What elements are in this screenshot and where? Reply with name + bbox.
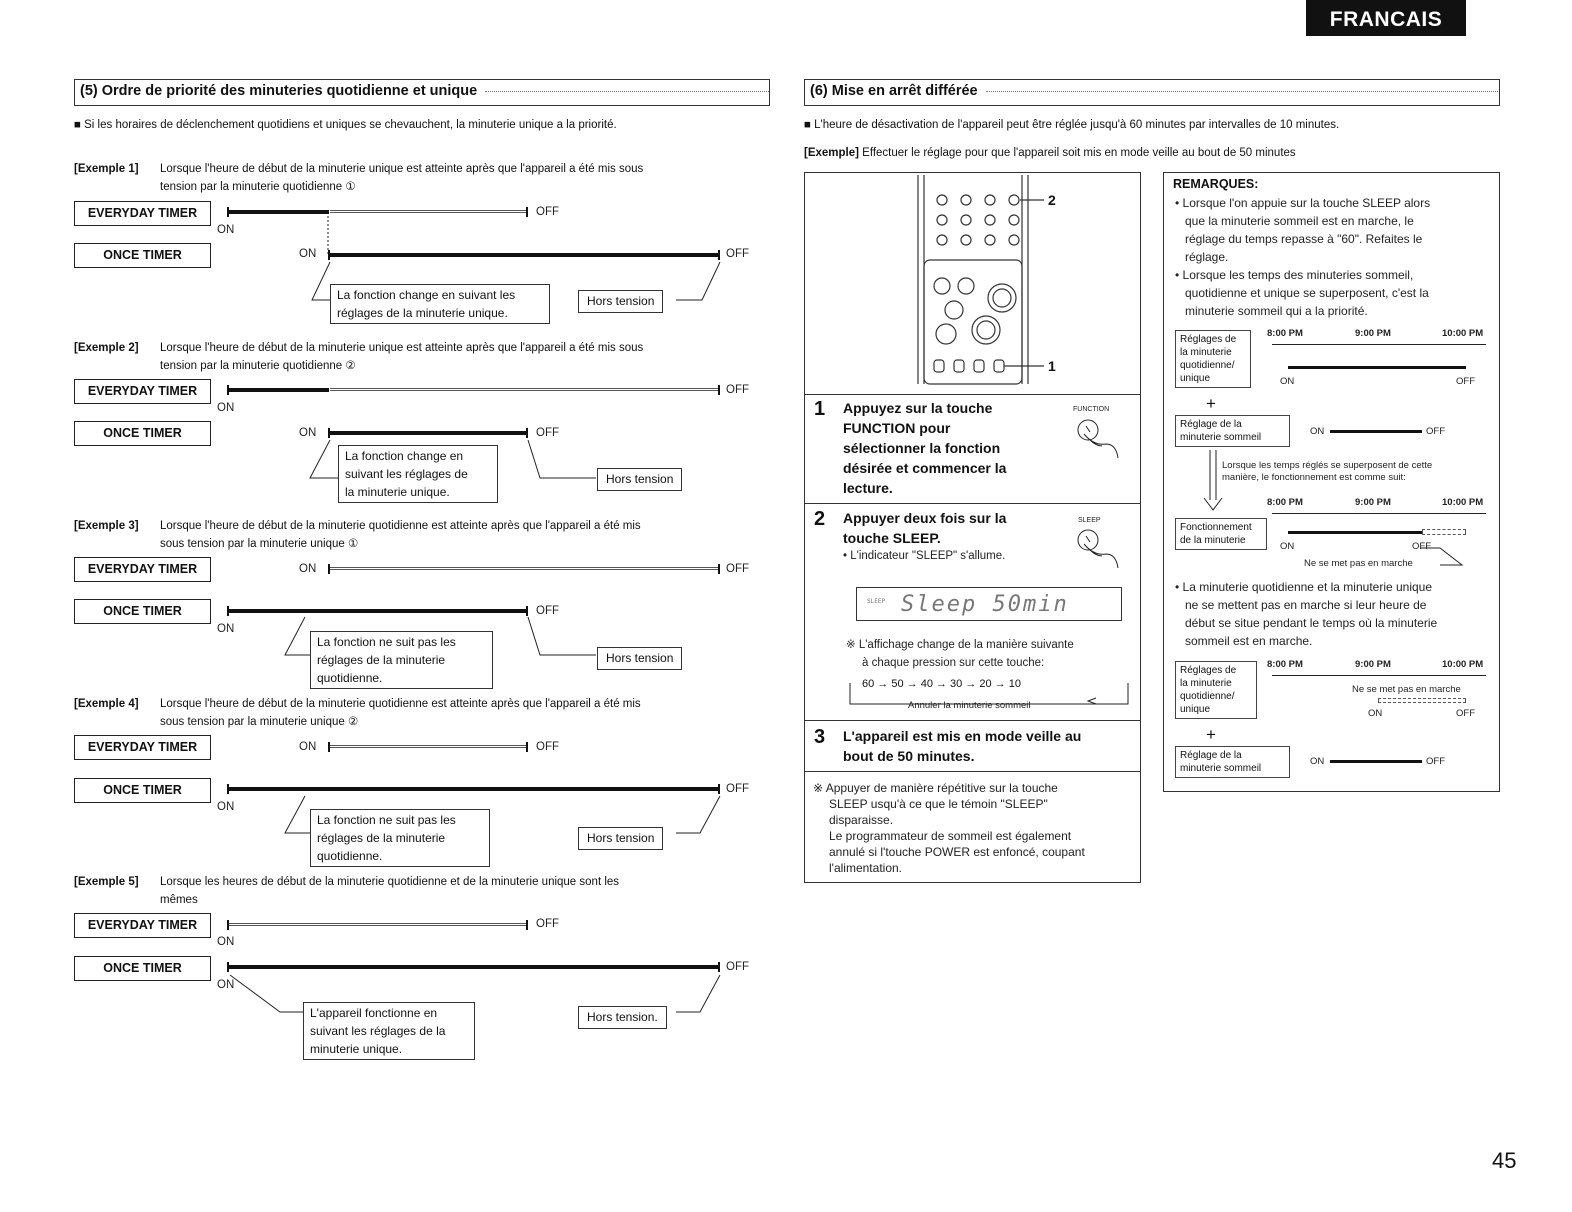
- ex1-note-line1: La fonction change en suivant les: [337, 288, 516, 302]
- lcd-display: [856, 587, 1122, 621]
- ra-daily-l4: unique: [1180, 373, 1211, 384]
- ex2-once-on: ON: [299, 427, 317, 439]
- ex2-note-line1: La fonction change en: [345, 449, 464, 463]
- ex3-once-label: ONCE TIMER: [74, 599, 211, 624]
- ex1-once-end-tick: [718, 250, 720, 260]
- rc-time-1: 8:00 PM: [1267, 659, 1303, 670]
- remarks-item1-line1: • Lorsque l'on appuie sur la touche SLEEP alors: [1175, 196, 1431, 210]
- ex2-hors-tension: Hors tension: [597, 468, 682, 491]
- ra-sleep-bar: [1330, 430, 1422, 433]
- rc-sleep-l2: minuterie sommeil: [1180, 763, 1262, 774]
- ex3-everyday-end-tick: [718, 564, 720, 574]
- step3-line1: L'appareil est mis en mode veille au: [843, 728, 1082, 744]
- step3-number: 3: [814, 726, 826, 748]
- ex3-note-line3: quotidienne.: [317, 671, 383, 685]
- ex5-note-line1: L'appareil fonctionne en: [310, 1006, 438, 1020]
- rc-not-running: Ne se met pas en marche: [1352, 684, 1461, 695]
- ex1-once-label: ONCE TIMER: [74, 243, 211, 268]
- ex4-once-label: ONCE TIMER: [74, 778, 211, 803]
- display-note-line2: à chaque pression sur cette touche:: [862, 657, 1045, 669]
- ex4-note-line1: La fonction ne suit pas les: [317, 813, 456, 827]
- footnote-line5: annulé si l'touche POWER est enfoncé, coupant: [829, 845, 1085, 859]
- example2-line1: Lorsque l'heure de début de la minuterie unique est atteinte après que l'appareil a été mis sous: [160, 342, 644, 354]
- ex1-everyday-dashed: [330, 210, 526, 213]
- sleep-sequence: 60 → 50 → 40 → 30 → 20 → 10: [862, 678, 1021, 690]
- language-tab: FRANCAIS: [1306, 0, 1466, 36]
- ex2-everyday-label: EVERYDAY TIMER: [74, 379, 211, 404]
- rc-daily-l4: unique: [1180, 704, 1211, 715]
- ex1-everyday-on: ON: [217, 224, 235, 236]
- ra-sleep-off: OFF: [1426, 426, 1445, 437]
- ex5-everyday-end-tick: [526, 920, 528, 930]
- rb-not-running: Ne se met pas en marche: [1304, 558, 1413, 569]
- ex4-everyday-on: ON: [299, 741, 317, 753]
- example1-text: [74, 160, 764, 196]
- rc-daily-l2: la minuterie: [1180, 678, 1232, 689]
- example4-text: [74, 695, 764, 731]
- sleep-button-label: SLEEP: [1078, 517, 1101, 524]
- callout-1: 1: [1048, 358, 1056, 374]
- section6-example-label: [Exemple]: [804, 147, 859, 159]
- example5-line1: Lorsque les heures de début de la minuterie quotidienne et de la minuterie unique sont les: [160, 876, 620, 888]
- ex1-once-on: ON: [299, 248, 317, 260]
- remarks-item1-line3: réglage du temps repasse à "60". Refaites le: [1185, 232, 1423, 246]
- rc-daily-l3: quotidienne/: [1180, 691, 1235, 702]
- divider-2: [805, 503, 1140, 504]
- ex1-everyday-end-tick: [526, 207, 528, 217]
- ex2-everyday-on: ON: [217, 402, 235, 414]
- remarks-item1: [1175, 194, 1430, 266]
- example3-label: [Exemple 3]: [74, 520, 139, 532]
- remarks-title: REMARQUES:: [1173, 177, 1259, 191]
- ex4-everyday-off: OFF: [536, 741, 559, 753]
- ex5-once-bar: [227, 965, 720, 969]
- section6-title-text: (6) Mise en arrêt différée: [810, 83, 978, 99]
- ex5-everyday-dashed: [229, 923, 526, 926]
- ex2-note-line2: suivant les réglages de: [345, 467, 468, 481]
- ex3-note-line1: La fonction ne suit pas les: [317, 635, 456, 649]
- rc-time-2: 9:00 PM: [1355, 659, 1391, 670]
- ex5-hors-tension: Hors tension.: [578, 1006, 667, 1029]
- section6-title: [804, 79, 1500, 106]
- example1-label: [Exemple 1]: [74, 163, 139, 175]
- example4-line1: Lorsque l'heure de début de la minuterie quotidienne est atteinte après que l'appareil a été mis: [160, 698, 641, 710]
- ex5-everyday-off: OFF: [536, 918, 559, 930]
- rb-op-l1: Fonctionnement: [1180, 522, 1252, 533]
- ra-off: OFF: [1456, 376, 1475, 387]
- rc-off: OFF: [1456, 708, 1475, 719]
- example3-text: [74, 517, 764, 553]
- rc-timeline: [1272, 675, 1486, 676]
- rb-off: OFF: [1412, 541, 1431, 552]
- ra-daily-l3: quotidienne/: [1180, 360, 1235, 371]
- overlap-note-l2: manière, le fonctionnement est comme suit:: [1222, 472, 1406, 483]
- step1-line5: lecture.: [843, 480, 893, 496]
- section5-title-text: (5) Ordre de priorité des minuteries quotidienne et unique: [80, 83, 478, 99]
- remarks-item2-line1: • Lorsque les temps des minuteries sommeil,: [1175, 268, 1414, 282]
- example2-line2: tension par la minuterie quotidienne ②: [160, 360, 356, 372]
- ex5-everyday-label: EVERYDAY TIMER: [74, 913, 211, 938]
- ex5-once-label: ONCE TIMER: [74, 956, 211, 981]
- rb-operation-box: [1175, 518, 1267, 550]
- section6-example-text: Effectuer le réglage pour que l'appareil soit mis en mode veille au bout de 50 minutes: [862, 147, 1296, 159]
- rb-time-3: 10:00 PM: [1442, 497, 1484, 508]
- rb-not-running-segment: [1422, 529, 1466, 535]
- step3-text: [843, 726, 1133, 766]
- function-button-label: FUNCTION: [1073, 406, 1110, 413]
- rc-time-3: 10:00 PM: [1442, 659, 1484, 670]
- display-note: [846, 636, 1074, 672]
- ex4-everyday-dashed: [330, 745, 526, 748]
- ex1-everyday-bar: [227, 210, 329, 214]
- ex4-once-on: ON: [217, 801, 235, 813]
- ex5-once-end-tick: [718, 962, 720, 972]
- ex4-once-end-tick: [718, 784, 720, 794]
- ex5-note-line3: minuterie unique.: [310, 1042, 403, 1056]
- rc-sleep-box: [1175, 746, 1290, 778]
- overlap-note: [1222, 460, 1432, 484]
- remarks-item3: [1175, 578, 1437, 650]
- ex5-once-off: OFF: [726, 961, 749, 973]
- ex5-once-on: ON: [217, 979, 235, 991]
- ex5-note-line2: suivant les réglages de la: [310, 1024, 446, 1038]
- rc-daily-l1: Réglages de: [1180, 665, 1237, 676]
- ra-time-3: 10:00 PM: [1442, 328, 1484, 339]
- ex3-note-line2: réglages de la minuterie: [317, 653, 446, 667]
- example1-line2: tension par la minuterie quotidienne ①: [160, 181, 356, 193]
- ex2-once-off: OFF: [536, 427, 559, 439]
- remarks-item1-line2: que la minuterie sommeil est en marche, le: [1185, 214, 1414, 228]
- step2-text: [843, 508, 1053, 548]
- rc-daily-box: [1175, 661, 1257, 719]
- rc-sleep-on: ON: [1310, 756, 1325, 767]
- ex3-everyday-on: ON: [299, 563, 317, 575]
- rc-on: ON: [1368, 708, 1383, 719]
- ex3-hors-tension: Hors tension: [597, 647, 682, 670]
- ra-sleep-box: [1175, 415, 1290, 447]
- ex5-everyday-on: ON: [217, 936, 235, 948]
- rc-sleep-off: OFF: [1426, 756, 1445, 767]
- step1-line1: Appuyez sur la touche: [843, 400, 993, 416]
- remarks-item2: [1175, 266, 1429, 320]
- page-number: 45: [1492, 1148, 1517, 1173]
- remarks-item3-line4: sommeil est en marche.: [1185, 634, 1313, 648]
- ra-sleep-on: ON: [1310, 426, 1325, 437]
- step3-line2: bout de 50 minutes.: [843, 748, 975, 764]
- ra-timeline: [1272, 344, 1486, 345]
- step1-line4: désirée et commencer la: [843, 460, 1007, 476]
- section6-example: [804, 144, 1296, 162]
- ex4-everyday-end-tick: [526, 742, 528, 752]
- rb-op-l2: de la minuterie: [1180, 535, 1246, 546]
- example3-line2: sous tension par la minuterie unique ①: [160, 538, 359, 550]
- remarks-item3-line1: • La minuterie quotidienne et la minuterie unique: [1175, 580, 1433, 594]
- ex3-once-off: OFF: [536, 605, 559, 617]
- remarks-item1-line4: réglage.: [1185, 250, 1229, 264]
- rb-operation-bar: [1288, 531, 1422, 534]
- step1-line3: sélectionner la fonction: [843, 440, 1001, 456]
- example3-line1: Lorsque l'heure de début de la minuterie quotidienne est atteinte après que l'appareil a été mis: [160, 520, 641, 532]
- remarks-item3-line2: ne se mettent pas en marche si leur heure de: [1185, 598, 1427, 612]
- example5-line2: mêmes: [160, 894, 198, 906]
- lcd-sleep-indicator: SLEEP: [867, 598, 886, 605]
- step2-sub: • L'indicateur "SLEEP" s'allume.: [843, 550, 1006, 562]
- example4-line2: sous tension par la minuterie unique ②: [160, 716, 359, 728]
- ex2-once-bar: [328, 431, 528, 435]
- footnote-line4: Le programmateur de sommeil est également: [829, 829, 1072, 843]
- ex3-everyday-dashed: [330, 567, 718, 570]
- ex1-everyday-label: EVERYDAY TIMER: [74, 201, 211, 226]
- ra-daily-bar: [1288, 366, 1466, 369]
- step1-number: 1: [814, 398, 826, 420]
- step1-text: [843, 398, 1053, 498]
- step1-line2: FUNCTION pour: [843, 420, 951, 436]
- ex4-everyday-label: EVERYDAY TIMER: [74, 735, 211, 760]
- ex2-everyday-end-tick: [718, 385, 720, 395]
- ex4-once-bar: [227, 787, 720, 791]
- ex1-everyday-off: OFF: [536, 206, 559, 218]
- ex4-note-line2: réglages de la minuterie: [317, 831, 446, 845]
- cancel-label: Annuler la minuterie sommeil: [908, 700, 1031, 711]
- ex1-once-bar: [328, 253, 720, 257]
- ex3-everyday-label: EVERYDAY TIMER: [74, 557, 211, 582]
- example1-line1: Lorsque l'heure de début de la minuterie unique est atteinte après que l'appareil a été mis sous: [160, 163, 644, 175]
- footnote-line6: l'alimentation.: [829, 861, 902, 875]
- ex4-note-line3: quotidienne.: [317, 849, 383, 863]
- ra-sleep-l2: minuterie sommeil: [1180, 432, 1262, 443]
- ra-plus: +: [1206, 394, 1216, 413]
- example5-label: [Exemple 5]: [74, 876, 139, 888]
- rc-sleep-bar: [1330, 760, 1422, 763]
- ex3-once-end-tick: [526, 606, 528, 616]
- footnote-line1: ※ Appuyer de manière répétitive sur la touche: [813, 781, 1058, 795]
- ex5-note: [303, 1002, 475, 1060]
- ex1-hors-tension: Hors tension: [578, 290, 663, 313]
- remarks-item3-line3: début se situe pendant le temps où la minuterie: [1185, 616, 1438, 630]
- example2-label: [Exemple 2]: [74, 342, 139, 354]
- section5-title: [74, 79, 770, 106]
- ra-sleep-l1: Réglage de la: [1180, 419, 1242, 430]
- ex3-everyday-off: OFF: [726, 563, 749, 575]
- section6-intro: ■ L'heure de désactivation de l'appareil peut être réglée jusqu'à 60 minutes par intervalles de 10 minutes.: [804, 119, 1340, 131]
- ex4-once-off: OFF: [726, 783, 749, 795]
- ex1-note: [330, 284, 550, 324]
- rb-time-1: 8:00 PM: [1267, 497, 1303, 508]
- ex2-everyday-dashed: [330, 388, 718, 391]
- divider-1: [805, 394, 1140, 395]
- display-note-line1: ※ L'affichage change de la manière suivante: [846, 639, 1074, 651]
- ra-daily-l2: la minuterie: [1180, 347, 1232, 358]
- rc-sleep-l1: Réglage de la: [1180, 750, 1242, 761]
- footnote-line3: disparaisse.: [829, 813, 894, 827]
- divider-4: [805, 771, 1140, 772]
- footnote-line2: SLEEP usqu'à ce que le témoin "SLEEP": [829, 797, 1048, 811]
- divider-3: [805, 720, 1140, 721]
- ex3-once-on: ON: [217, 623, 235, 635]
- remarks-item2-line2: quotidienne et unique se superposent, c'est la: [1185, 286, 1429, 300]
- ex2-note-line3: la minuterie unique.: [345, 485, 450, 499]
- ex4-note: [310, 809, 490, 867]
- example4-label: [Exemple 4]: [74, 698, 139, 710]
- example2-text: [74, 339, 764, 375]
- ex2-note: [338, 445, 498, 503]
- section5-intro: ■ Si les horaires de déclenchement quotidiens et uniques se chevauchent, la minuterie unique a la priorité.: [74, 119, 617, 131]
- ra-time-1: 8:00 PM: [1267, 328, 1303, 339]
- step2-number: 2: [814, 508, 826, 530]
- ex2-once-end-tick: [526, 428, 528, 438]
- ex3-once-bar: [227, 609, 528, 613]
- rb-timeline: [1272, 513, 1486, 514]
- ex2-once-label: ONCE TIMER: [74, 421, 211, 446]
- steps-footnote: [813, 780, 1085, 876]
- step2-line1: Appuyer deux fois sur la: [843, 510, 1007, 526]
- step2-line2: touche SLEEP.: [843, 530, 941, 546]
- ex1-note-line2: réglages de la minuterie unique.: [337, 306, 508, 320]
- ra-daily-l1: Réglages de: [1180, 334, 1237, 345]
- overlap-note-l1: Lorsque les temps réglés se superposent de cette: [1222, 460, 1433, 471]
- ra-time-2: 9:00 PM: [1355, 328, 1391, 339]
- ex1-once-off: OFF: [726, 248, 749, 260]
- remarks-item2-line3: minuterie sommeil qui a la priorité.: [1185, 304, 1368, 318]
- example5-text: [74, 873, 764, 909]
- callout-2: 2: [1048, 192, 1056, 208]
- rb-on: ON: [1280, 541, 1295, 552]
- rc-plus: +: [1206, 725, 1216, 744]
- ra-on: ON: [1280, 376, 1295, 387]
- remarks-a-daily-box: [1175, 330, 1251, 388]
- ex3-note: [310, 631, 493, 689]
- ex2-everyday-off: OFF: [726, 384, 749, 396]
- ex4-hors-tension: Hors tension: [578, 827, 663, 850]
- ex2-everyday-bar: [227, 388, 329, 392]
- lcd-text: Sleep 50min: [901, 592, 1069, 617]
- rc-not-running-segment: [1378, 698, 1466, 703]
- rb-time-2: 9:00 PM: [1355, 497, 1391, 508]
